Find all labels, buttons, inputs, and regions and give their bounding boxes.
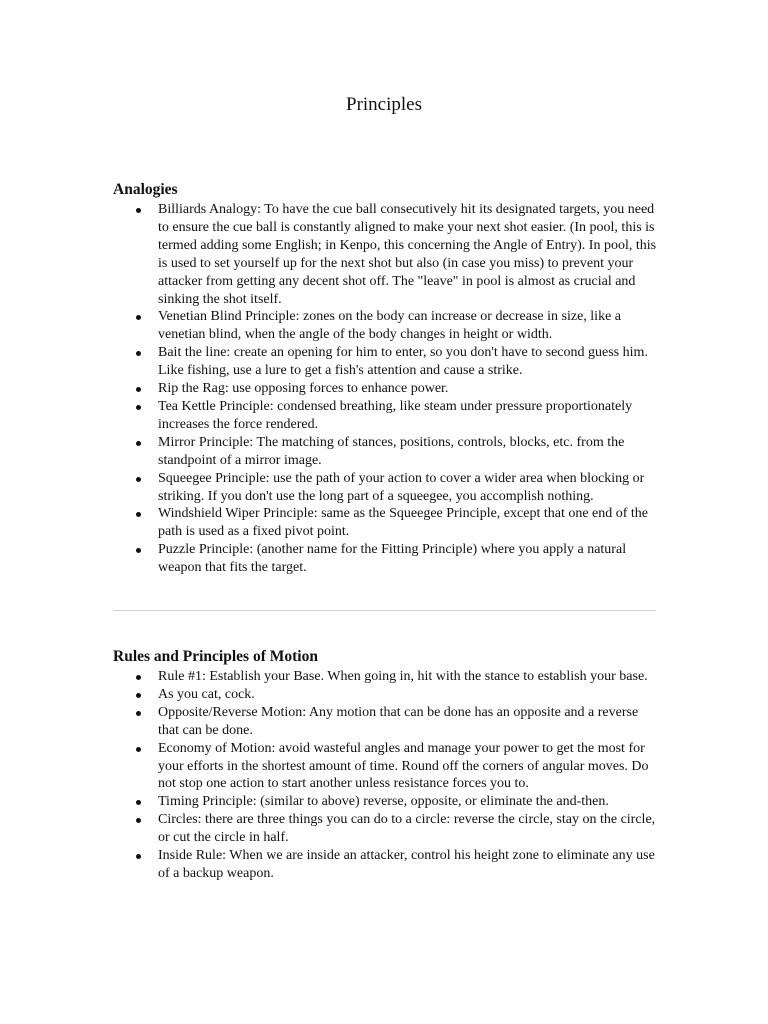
list-item	[113, 668, 658, 686]
list-item-text: Billiards Analogy: To have the cue ball consecutively hit its designated targets, you need to ensure the cue ball is constantly aligned to make your next shot easier. (In pool, this is termed adding some English; in Kenpo, this concerning the Angle of Entry). In pool, this is used to set yourself up for the next shot but also (in case you miss) to prevent your attacker from getting any decent shot off. The "leave" in pool is almost as crucial and sinking the shot itself.	[158, 202, 657, 307]
bullet-icon	[136, 693, 141, 698]
list-item	[113, 344, 658, 380]
list-item	[113, 793, 658, 811]
list-item-text: Puzzle Principle: (another name for the Fitting Principle) where you apply a natural weapon that fits the target.	[158, 542, 627, 576]
list-item-text: Windshield Wiper Principle: same as the Squeegee Principle, except that one end of the path is used as a fixed pivot point.	[158, 506, 649, 540]
bullet-icon	[136, 818, 141, 823]
list-item-text: Rip the Rag: use opposing forces to enhance power.	[158, 381, 449, 397]
list-item	[113, 541, 658, 577]
list-item	[113, 201, 658, 308]
list-item	[113, 704, 658, 740]
bullet-list	[113, 201, 658, 577]
bullet-list	[113, 668, 658, 883]
section-heading: Analogies	[113, 181, 178, 198]
bullet-icon	[136, 315, 141, 320]
list-item	[113, 434, 658, 470]
list-item-text: Tea Kettle Principle: condensed breathing, like steam under pressure proportionately increases the force rendered.	[158, 398, 633, 432]
list-item-text: Circles: there are three things you can do to a circle: reverse the circle, stay on the circle, or cut the circle in half.	[158, 812, 656, 846]
list-item	[113, 847, 658, 883]
list-item-text: Squeegee Principle: use the path of your action to cover a wider area when blocking or striking. If you don't use the long part of a squeegee, you accomplish nothing.	[158, 470, 645, 504]
bullet-icon	[136, 351, 141, 356]
section-analogies	[113, 180, 658, 577]
list-item	[113, 398, 658, 434]
list-item-text: As you cat, cock.	[158, 686, 255, 702]
bullet-icon	[136, 387, 141, 392]
bullet-icon	[136, 747, 141, 752]
bullet-icon	[136, 675, 141, 680]
list-item-text: Bait the line: create an opening for him to enter, so you don't have to second guess him. Like fishing, use a lure to get a fish's attention and cause a strike.	[158, 345, 648, 379]
bullet-icon	[136, 854, 141, 859]
bullet-icon	[136, 800, 141, 805]
list-item-text: Rule #1: Establish your Base. When going in, hit with the stance to establish your base.	[158, 669, 648, 684]
bullet-icon	[136, 512, 141, 517]
list-item	[113, 740, 658, 794]
bullet-icon	[136, 208, 141, 213]
page-title: Principles	[346, 94, 422, 115]
list-item	[113, 686, 658, 704]
list-item	[113, 380, 658, 398]
bullet-icon	[136, 548, 141, 553]
section-heading: Rules and Principles of Motion	[113, 648, 318, 665]
section-divider	[113, 610, 656, 611]
list-item-text: Mirror Principle: The matching of stances, positions, controls, blocks, etc. from the standpoint of a mirror image.	[158, 434, 625, 468]
section-rules-of-motion	[113, 647, 658, 883]
list-item	[113, 308, 658, 344]
list-item	[113, 811, 658, 847]
list-item-text: Economy of Motion: avoid wasteful angles and manage your power to get the most for your efforts in the shortest amount of time. Round off the corners of angular moves. Do not stop one action to start another unless resistance forces you to.	[158, 740, 649, 792]
list-item	[113, 505, 658, 541]
bullet-icon	[136, 477, 141, 482]
list-item-text: Opposite/Reverse Motion: Any motion that can be done has an opposite and a reverse that can be done.	[158, 704, 639, 738]
list-item-text: Inside Rule: When we are inside an attacker, control his height zone to eliminate any use of a backup weapon.	[158, 848, 655, 881]
list-item-text: Venetian Blind Principle: zones on the body can increase or decrease in size, like a venetian blind, when the angle of the body changes in height or width.	[158, 309, 621, 343]
list-item	[113, 470, 658, 506]
list-item-text: Timing Principle: (similar to above) reverse, opposite, or eliminate the and-then.	[158, 794, 609, 810]
bullet-icon	[136, 405, 141, 410]
bullet-icon	[136, 711, 141, 716]
bullet-icon	[136, 441, 141, 446]
